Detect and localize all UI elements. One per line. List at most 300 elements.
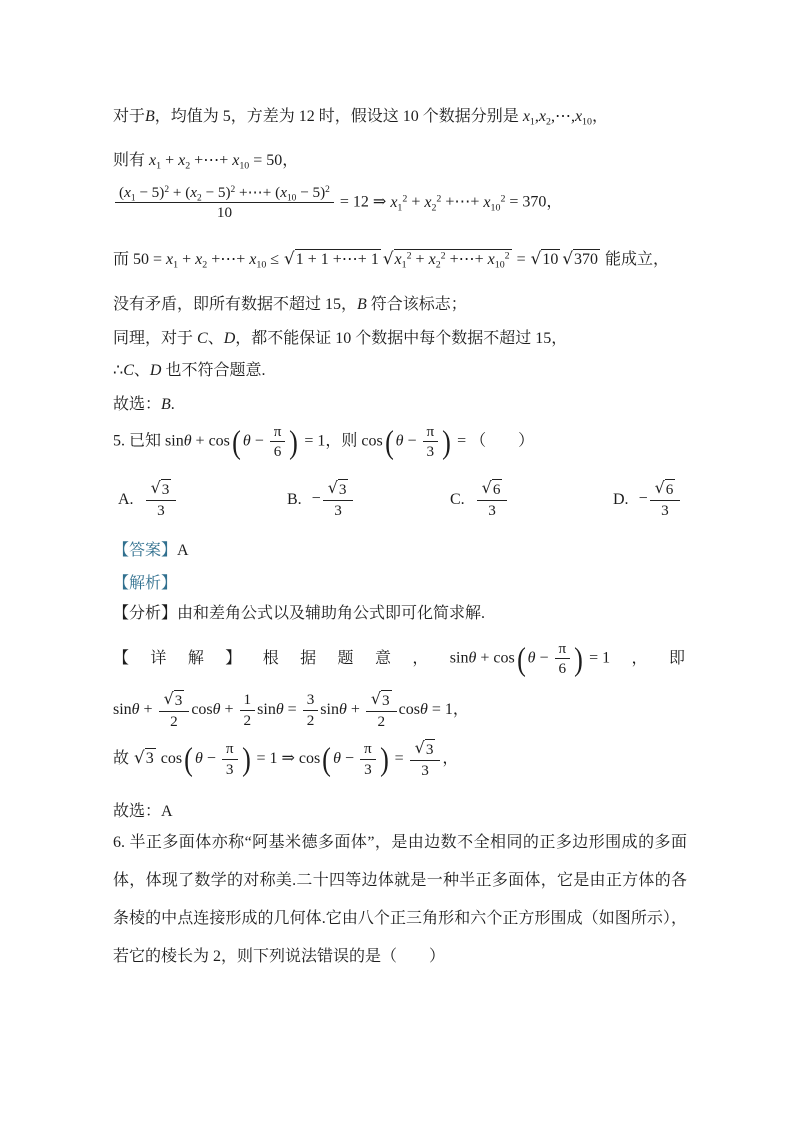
math-variable	[178, 152, 191, 172]
math-run: −	[638, 489, 648, 507]
fraction-numerator	[650, 479, 681, 500]
math-run: π	[273, 423, 282, 440]
text-run: 故选：	[113, 396, 162, 413]
option-A	[118, 479, 178, 519]
math-run: +	[139, 700, 157, 718]
math-run: =	[390, 749, 408, 767]
math-run: +	[346, 700, 364, 718]
variable-base: x	[574, 108, 583, 125]
text-run: 能成立，	[601, 251, 670, 268]
math-run: +	[178, 251, 196, 268]
conclusion-line-1	[113, 293, 467, 316]
subscript: 10	[490, 202, 501, 214]
square-root	[383, 249, 512, 270]
math-variable	[249, 251, 267, 271]
math-run: sin	[257, 700, 276, 718]
text-run: 即	[668, 650, 685, 668]
fraction	[555, 640, 571, 678]
subscript: 1	[130, 193, 136, 204]
fraction-numerator	[477, 479, 508, 500]
math-run: =	[453, 432, 471, 450]
text-run: ，	[412, 650, 429, 668]
math-run: 2	[170, 713, 178, 730]
square-root	[531, 249, 561, 270]
square-root	[134, 748, 156, 769]
variable-base: x	[178, 152, 186, 169]
text-run: 意	[374, 650, 391, 668]
result-formula-q5: 故 √ 3 cos( θ − $\frac{\pi}{3}$ ) = 1 ⇒ cos( θ − $\frac{\pi}{3}$ ) = √ 3 3 ，	[113, 738, 459, 779]
variable-base: x	[166, 251, 174, 268]
radical-sign: √	[134, 746, 145, 767]
math-variable: B	[161, 396, 171, 413]
text-run: 符合该标志；	[366, 296, 467, 313]
math-run: 1 + 1 +⋯+ 1	[295, 251, 379, 268]
math-run: − 5)	[135, 184, 165, 201]
math-variable	[424, 193, 442, 214]
text-run: 【	[113, 650, 130, 668]
subscript: 2	[431, 202, 437, 214]
fraction-numerator	[360, 740, 376, 758]
radical-sign: √	[481, 478, 492, 497]
superscript: 2	[402, 193, 408, 205]
fraction	[303, 691, 319, 729]
fraction-denominator	[366, 711, 397, 730]
math-run: cos	[191, 700, 213, 718]
math-variable: C	[197, 330, 208, 347]
fraction	[366, 690, 397, 730]
text-run: ，则	[325, 432, 362, 450]
math-run: cos	[398, 700, 420, 718]
brief-analysis-q5	[113, 602, 485, 625]
fraction	[323, 479, 354, 519]
math-variable	[483, 193, 506, 214]
text-run: 同理，对于	[113, 330, 198, 347]
math-variable	[538, 108, 551, 128]
math-variable: D	[223, 330, 236, 347]
fraction-numerator	[423, 423, 439, 441]
square-root	[415, 739, 436, 759]
expansion-formula-q5	[113, 690, 469, 730]
fraction-denominator	[159, 711, 190, 730]
math-variable: θ	[242, 432, 251, 450]
math-run: 370	[574, 251, 599, 268]
superscript: 2	[230, 184, 236, 195]
fraction-numerator	[222, 740, 238, 758]
subscript: 2	[202, 259, 208, 271]
math-variable	[390, 193, 408, 214]
subscript: 1	[397, 202, 403, 214]
math-variable: B	[357, 296, 367, 313]
math-variable: B	[145, 108, 155, 125]
fraction-denominator	[222, 759, 238, 778]
analysis-label-q5	[113, 572, 177, 595]
subscript: 2	[435, 259, 441, 271]
math-run: 6	[492, 481, 501, 498]
math-run: 2	[306, 711, 315, 729]
math-run: 6	[558, 660, 567, 678]
section-tag: 【答案】	[113, 542, 178, 559]
fraction-denominator	[115, 202, 334, 221]
math-variable	[428, 250, 446, 271]
fraction-denominator	[410, 760, 441, 779]
radicand	[573, 249, 600, 270]
text-run: ，	[452, 700, 469, 718]
superscript: 2	[325, 184, 330, 195]
subscript: 1	[401, 259, 407, 271]
radicand	[492, 479, 503, 499]
math-run: +⋯+	[445, 251, 488, 268]
fraction-numerator	[146, 479, 177, 500]
option-label: C.	[450, 490, 465, 508]
math-run: 3	[488, 502, 496, 519]
math-run: + (	[169, 184, 191, 201]
superscript: 2	[504, 250, 510, 262]
subscript: 10	[494, 259, 505, 271]
section-tag: 【解析】	[113, 575, 178, 592]
option-value	[144, 479, 179, 519]
math-run: ,⋯,	[550, 108, 575, 125]
math-run: = 370	[505, 193, 547, 211]
math-run: 3	[161, 481, 170, 498]
math-variable: θ	[468, 649, 477, 667]
square-root	[562, 249, 600, 270]
math-run: − 5)	[296, 184, 326, 201]
math-variable: D	[149, 362, 162, 379]
text-run: 解	[187, 650, 204, 668]
math-variable	[232, 152, 250, 172]
subscript: 1	[173, 259, 179, 271]
option-value	[312, 479, 356, 519]
math-run: = 1	[427, 700, 453, 718]
math-run: +⋯+	[190, 152, 233, 169]
math-variable	[166, 251, 179, 271]
math-run: +	[411, 251, 429, 268]
math-variable	[325, 184, 330, 201]
math-variable	[149, 152, 162, 172]
text-run: 题	[337, 650, 354, 668]
square-root	[328, 479, 349, 499]
math-run: sin	[113, 700, 132, 718]
radical-sign: √	[382, 248, 394, 268]
math-run: + cos	[191, 432, 230, 450]
text-run: 对于	[113, 108, 146, 125]
math-variable	[522, 108, 535, 128]
math-variable: θ	[183, 432, 192, 450]
fraction	[360, 740, 376, 778]
variable-base: x	[195, 251, 203, 268]
subscript: 2	[545, 116, 551, 128]
math-run: 3	[425, 741, 434, 758]
square-root	[482, 479, 503, 499]
fraction	[270, 423, 286, 461]
answer-label-q5	[113, 539, 189, 562]
radical-sign: √	[284, 248, 295, 268]
option-C	[450, 479, 509, 519]
text-run: 也不符合题意.	[161, 362, 266, 379]
text-run: 则有	[113, 152, 150, 169]
radical-sign: √	[562, 248, 574, 268]
variable-base: x	[394, 251, 402, 268]
math-run: −	[535, 649, 553, 667]
radicand	[174, 690, 185, 710]
subscript: 2	[185, 160, 191, 172]
math-run: +⋯+	[207, 251, 250, 268]
fraction-numerator	[240, 691, 256, 709]
variable-base: x	[280, 184, 287, 201]
math-group: sinθ + cos( θ − $\frac{\pi}{6}$ ) = 1	[449, 640, 611, 678]
math-run: 3	[364, 760, 372, 778]
fraction	[477, 479, 508, 519]
math-run: = 1 ⇒ cos	[252, 749, 321, 767]
math-run: 6	[665, 481, 674, 498]
math-variable: C	[123, 362, 134, 379]
text-run: 故选：	[113, 803, 162, 820]
fraction	[240, 691, 256, 729]
fraction-denominator	[303, 710, 319, 729]
math-run: + cos	[476, 649, 515, 667]
text-run: ，均值为 5，方差为 12 时，假设这 10 个数据分别是	[154, 108, 523, 125]
math-run: +	[220, 700, 238, 718]
math-variable: θ	[275, 700, 284, 718]
option-value	[475, 479, 510, 519]
math-run: 3	[157, 502, 165, 519]
text-run: 没有矛盾，即所有数据不超过 15，	[113, 296, 358, 313]
variable-base: x	[424, 193, 432, 211]
math-run: π	[225, 740, 234, 758]
cauchy-inequality-line	[113, 248, 669, 271]
radicand	[541, 249, 560, 270]
math-run: (	[119, 184, 125, 201]
fraction-denominator	[650, 500, 681, 519]
math-run: +⋯+ (	[235, 184, 281, 201]
math-variable: θ	[131, 700, 140, 718]
radical-sign: √	[414, 738, 425, 757]
math-run: 2	[377, 713, 386, 730]
square-root	[655, 479, 676, 499]
math-run: 1	[243, 691, 252, 709]
math-run: sin	[320, 700, 339, 718]
option-D	[613, 479, 682, 519]
variable-base: x	[390, 193, 398, 211]
subscript: 10	[286, 193, 297, 204]
radicand	[381, 690, 392, 710]
math-run: 3	[334, 502, 342, 519]
option-B	[287, 479, 355, 519]
math-run: =	[283, 700, 301, 718]
subscript: 1	[529, 116, 535, 128]
text-run: 6. 半正多面体亦称“阿基米德多面体”，是由边数不全相同的正多边形围成的多面体，体现了数学的对称美.二十四等边体就是一种半正多面体，它是由正方体的各条棱的中点连接形成的几何体.它由八个正三角形和六个正方形围成（如图所示），若它的棱长为 2，则下列说法错误的是（ ）	[113, 834, 687, 965]
math-variable: θ	[395, 432, 404, 450]
options-row-q5	[113, 479, 685, 527]
fraction	[410, 739, 441, 779]
math-run: 10	[542, 251, 559, 268]
fraction-denominator	[360, 759, 376, 778]
math-run: ∴	[113, 362, 124, 379]
math-variable	[487, 250, 510, 271]
text-run: （ ）	[470, 432, 535, 450]
math-run: 10	[216, 204, 233, 222]
math-variable	[280, 184, 297, 204]
radicand	[145, 748, 156, 769]
option-label: B.	[287, 490, 302, 508]
superscript: 2	[500, 193, 506, 205]
math-run: −	[341, 749, 359, 767]
math-variable: θ	[527, 649, 536, 667]
fraction-numerator	[323, 479, 354, 500]
text-run: ，	[282, 152, 299, 169]
variable-base: x	[232, 152, 240, 169]
math-run: 3	[306, 691, 315, 709]
variable-base: x	[522, 108, 530, 125]
answer-choice-q4	[113, 393, 175, 416]
radical-sign: √	[530, 248, 542, 268]
text-run: 根	[262, 650, 279, 668]
math-run: 3	[426, 443, 435, 461]
square-root	[151, 479, 172, 499]
fraction-numerator	[366, 690, 397, 711]
radicand	[665, 479, 676, 499]
math-run: 3	[338, 481, 347, 498]
text-run: 详	[150, 650, 167, 668]
variable-base: x	[124, 184, 131, 201]
math-variable	[394, 250, 412, 271]
math-variable	[190, 184, 202, 204]
math-run: +⋯+	[441, 193, 484, 211]
subscript: 10	[256, 259, 267, 271]
conclusion-line-2	[113, 327, 567, 350]
math-run: sin	[165, 432, 184, 450]
math-run: − 5)	[201, 184, 231, 201]
fraction-denominator	[146, 500, 177, 519]
variable-base: x	[487, 251, 495, 268]
text-run: 【分析】由和差角公式以及辅助角公式即可化简求解.	[113, 605, 486, 622]
square-root	[164, 690, 185, 710]
math-run: = 50	[249, 152, 283, 169]
fraction-denominator	[423, 441, 439, 460]
fraction-numerator	[159, 690, 190, 711]
option-label: D.	[613, 490, 629, 508]
text-run: 故	[113, 749, 134, 767]
stat-line-2	[113, 149, 298, 172]
math-run: = 12 ⇒	[335, 193, 391, 211]
radicand	[394, 249, 512, 270]
superscript: 2	[436, 193, 442, 205]
square-root	[284, 249, 381, 270]
math-variable	[195, 251, 208, 271]
option-label: A.	[118, 490, 134, 508]
radicand	[338, 479, 349, 499]
math-run: 6	[273, 443, 282, 461]
text-run: ，都不能保证 10 个数据中每个数据不超过 15，	[235, 330, 568, 347]
subscript: 10	[239, 160, 250, 172]
math-run: A	[177, 542, 189, 559]
radical-sign: √	[327, 478, 338, 497]
answer-choice-q5	[113, 800, 173, 823]
math-run: A	[161, 803, 173, 820]
text-run: ，	[546, 193, 563, 211]
math-run: +	[161, 152, 179, 169]
fraction-denominator	[555, 658, 571, 677]
math-run: = 1	[585, 649, 611, 667]
math-variable: θ	[194, 749, 203, 767]
conclusion-line-3	[113, 359, 265, 382]
radicand	[425, 739, 436, 759]
variable-base: x	[249, 251, 257, 268]
math-run: .	[170, 396, 175, 413]
math-run: 3	[145, 749, 154, 767]
math-variable	[124, 184, 136, 204]
variance-formula	[113, 184, 562, 222]
math-run: =	[512, 251, 530, 268]
superscript: 2	[164, 184, 170, 195]
math-run: 3	[382, 692, 390, 709]
fraction	[146, 479, 177, 519]
fraction	[423, 423, 439, 461]
stat-line-1	[113, 105, 608, 128]
variable-base: x	[190, 184, 197, 201]
subscript: 1	[156, 160, 162, 172]
math-run: 3	[661, 502, 669, 519]
variable-base: x	[538, 108, 546, 125]
math-run: 50 =	[133, 251, 167, 268]
option-value	[639, 479, 683, 519]
math-run: −	[403, 432, 421, 450]
math-run: +	[407, 193, 425, 211]
fraction	[159, 690, 190, 730]
math-run: 2	[243, 711, 252, 729]
math-run: ,	[534, 108, 539, 125]
math-run: π	[558, 640, 567, 657]
math-run: −	[250, 432, 268, 450]
text-run: 、	[207, 330, 224, 347]
fraction-numerator	[270, 423, 286, 441]
text-run: 、	[133, 362, 150, 379]
fraction-numerator	[115, 184, 334, 202]
math-run: ≤	[266, 251, 284, 268]
radical-sign: √	[150, 478, 161, 497]
superscript: 2	[440, 250, 446, 262]
variable-base: x	[428, 251, 436, 268]
math-variable: θ	[338, 700, 347, 718]
fraction-denominator	[270, 441, 286, 460]
detailed-solution-intro-q5	[113, 640, 685, 678]
math-run: cos	[156, 749, 183, 767]
question-6-stem	[113, 824, 687, 976]
radicand	[161, 479, 172, 499]
math-run: = 1	[300, 432, 326, 450]
subscript: 2	[197, 193, 202, 204]
fraction-numerator	[303, 691, 319, 709]
fraction-denominator	[477, 500, 508, 519]
text-run: 5. 已知	[113, 432, 166, 450]
math-run: −	[311, 489, 321, 507]
math-variable: θ	[212, 700, 221, 718]
radicand	[295, 249, 381, 270]
text-run: 而	[113, 251, 134, 268]
text-run: ，	[591, 108, 608, 125]
fraction-numerator	[555, 640, 571, 658]
fraction	[115, 184, 334, 222]
fraction	[650, 479, 681, 519]
math-variable	[574, 108, 592, 128]
text-run: ，	[442, 749, 459, 767]
radical-sign: √	[163, 689, 174, 708]
square-root	[371, 690, 392, 710]
math-run: cos	[361, 432, 383, 450]
math-run: 3	[225, 760, 234, 778]
math-run: sin	[449, 649, 469, 667]
text-run: 】	[225, 650, 242, 668]
